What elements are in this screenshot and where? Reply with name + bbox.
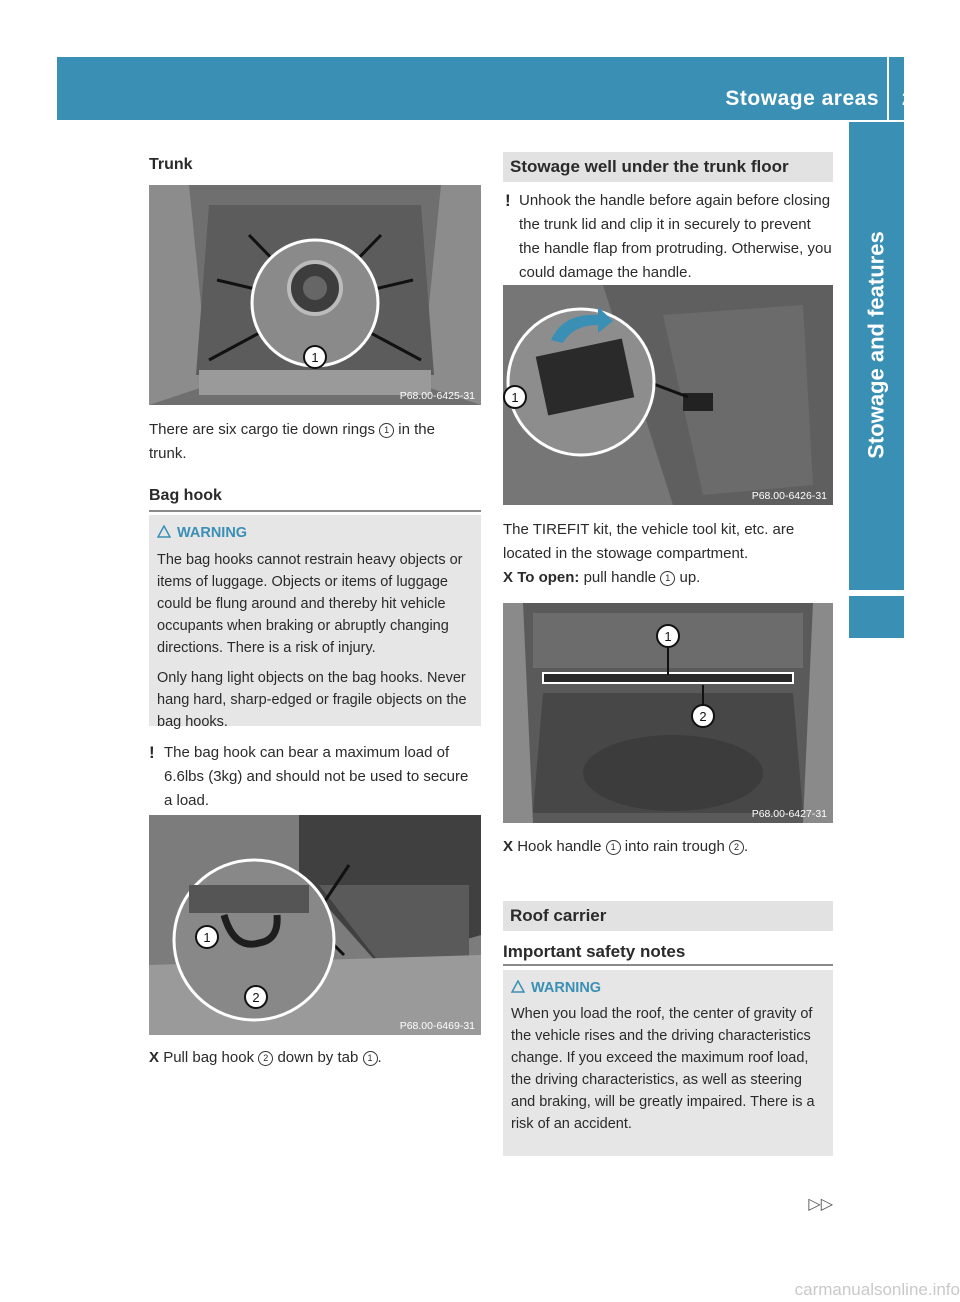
tie-down-text-a: There are six cargo tie down rings [149, 421, 375, 438]
ref-1: 1 [606, 840, 621, 855]
warning-text [157, 549, 477, 741]
ref-1: 1 [379, 423, 394, 438]
stowage-note-text: Unhook the handle before again before closing the trunk lid and clip it in securely to prevent the handle flap from protruding. Otherwise, you could damage the handle. [519, 192, 832, 281]
roof-warning-box [503, 970, 833, 1156]
tie-down-text-b: in the [398, 421, 435, 438]
step-text-a: Pull bag hook [163, 1049, 255, 1066]
step-bullet: X [149, 1049, 160, 1066]
roof-carrier-heading: Roof carrier [510, 906, 607, 925]
safety-heading: Important safety notes [503, 942, 686, 961]
pull-step [149, 1046, 481, 1070]
open-text: pull handle [583, 569, 657, 586]
side-tab-label: Stowage and features [863, 231, 889, 459]
step-text-c: . [377, 1049, 382, 1066]
side-tab [849, 122, 904, 590]
bag-hook-photo [149, 815, 481, 1035]
warning-triangle-icon [157, 525, 171, 538]
trunk-photo [149, 185, 481, 405]
warning-title: WARNING [177, 525, 248, 541]
hook-text-c: . [744, 838, 749, 855]
trunk-heading: Trunk [149, 156, 193, 173]
header-divider [887, 57, 889, 120]
roof-carrier-band [503, 901, 833, 931]
photo2-callout-1: 1 [203, 930, 211, 945]
bag-hook-heading: Bag hook [149, 487, 222, 504]
photo4-callout-2: 2 [699, 709, 707, 724]
photo2-code: P68.00-6469-31 [399, 1020, 475, 1032]
note-text: The bag hook can bear a maximum load of 6.6lbs (3kg) and should not be used to secure a load. [164, 744, 469, 809]
warning-triangle-icon [511, 980, 525, 993]
heading-rule [503, 964, 833, 966]
note-icon: ! [149, 743, 155, 762]
tirefit-text: The TIREFIT kit, the vehicle tool kit, etc. are located in the stowage compartment. [503, 521, 795, 562]
handle-photo [503, 285, 833, 505]
stowage-well-heading: Stowage well under the trunk floor [510, 157, 789, 176]
photo3-code: P68.00-6426-31 [751, 490, 827, 502]
page-number: 283 [902, 89, 933, 109]
ref-1: 1 [660, 571, 675, 586]
photo2-callout-2: 2 [252, 990, 260, 1005]
warning-header [157, 525, 247, 541]
ref-2: 2 [258, 1051, 273, 1066]
header-bar [57, 57, 933, 120]
step-text-b: down by tab [277, 1049, 359, 1066]
stowage-well-band [503, 152, 833, 182]
warning-title: WARNING [531, 980, 602, 996]
roof-warning-text: When you load the roof, the center of gravity of the vehicle rises and the driving characteristics change. If you exceed the maximum roof load, the driving characteristics, as well as steering and braking, will be greatly impaired. There is a risk of an accident. [511, 1006, 815, 1132]
photo4-code: P68.00-6427-31 [751, 808, 827, 820]
watermark: carmanualsonline.info [794, 1280, 960, 1299]
section-title: Stowage areas [725, 87, 879, 110]
tie-down-text-c: trunk. [149, 445, 187, 462]
warning-paragraph-1: The bag hooks cannot restrain heavy objects or items of luggage. Objects or items of luggage could be flung around and thereby hit vehicle occupants when braking or abruptly changing directions. There is a risk of injury. [157, 552, 463, 656]
warning-header [511, 980, 601, 996]
photo3-callout: 1 [511, 390, 519, 405]
note-icon: ! [505, 191, 511, 210]
hook-step [503, 835, 835, 859]
step-bullet: X [503, 838, 514, 855]
photo4-callout-1: 1 [664, 629, 672, 644]
side-tab-marker [849, 596, 904, 638]
tie-down-text [149, 418, 481, 466]
heading-rule [149, 510, 481, 512]
ref-2: 2 [729, 840, 744, 855]
step-bullet: X [503, 569, 514, 586]
open-label: To open: [517, 569, 580, 586]
trunk-floor-photo [503, 603, 833, 823]
stowage-note [503, 189, 835, 285]
open-step [503, 566, 835, 590]
note-block [149, 741, 481, 813]
continue-icon: ▷▷ [808, 1196, 833, 1213]
photo1-code: P68.00-6425-31 [399, 390, 475, 402]
warning-box [149, 515, 481, 730]
warning-paragraph-2: Only hang light objects on the bag hooks. Never hang hard, sharp-edged or fragile objects on the bag hooks. [157, 670, 467, 730]
open-text-b: up. [679, 569, 701, 586]
hook-text-a: Hook handle [517, 838, 602, 855]
photo1-callout: 1 [311, 350, 319, 365]
hook-text-b: into rain trough [624, 838, 725, 855]
ref-1: 1 [363, 1051, 378, 1066]
